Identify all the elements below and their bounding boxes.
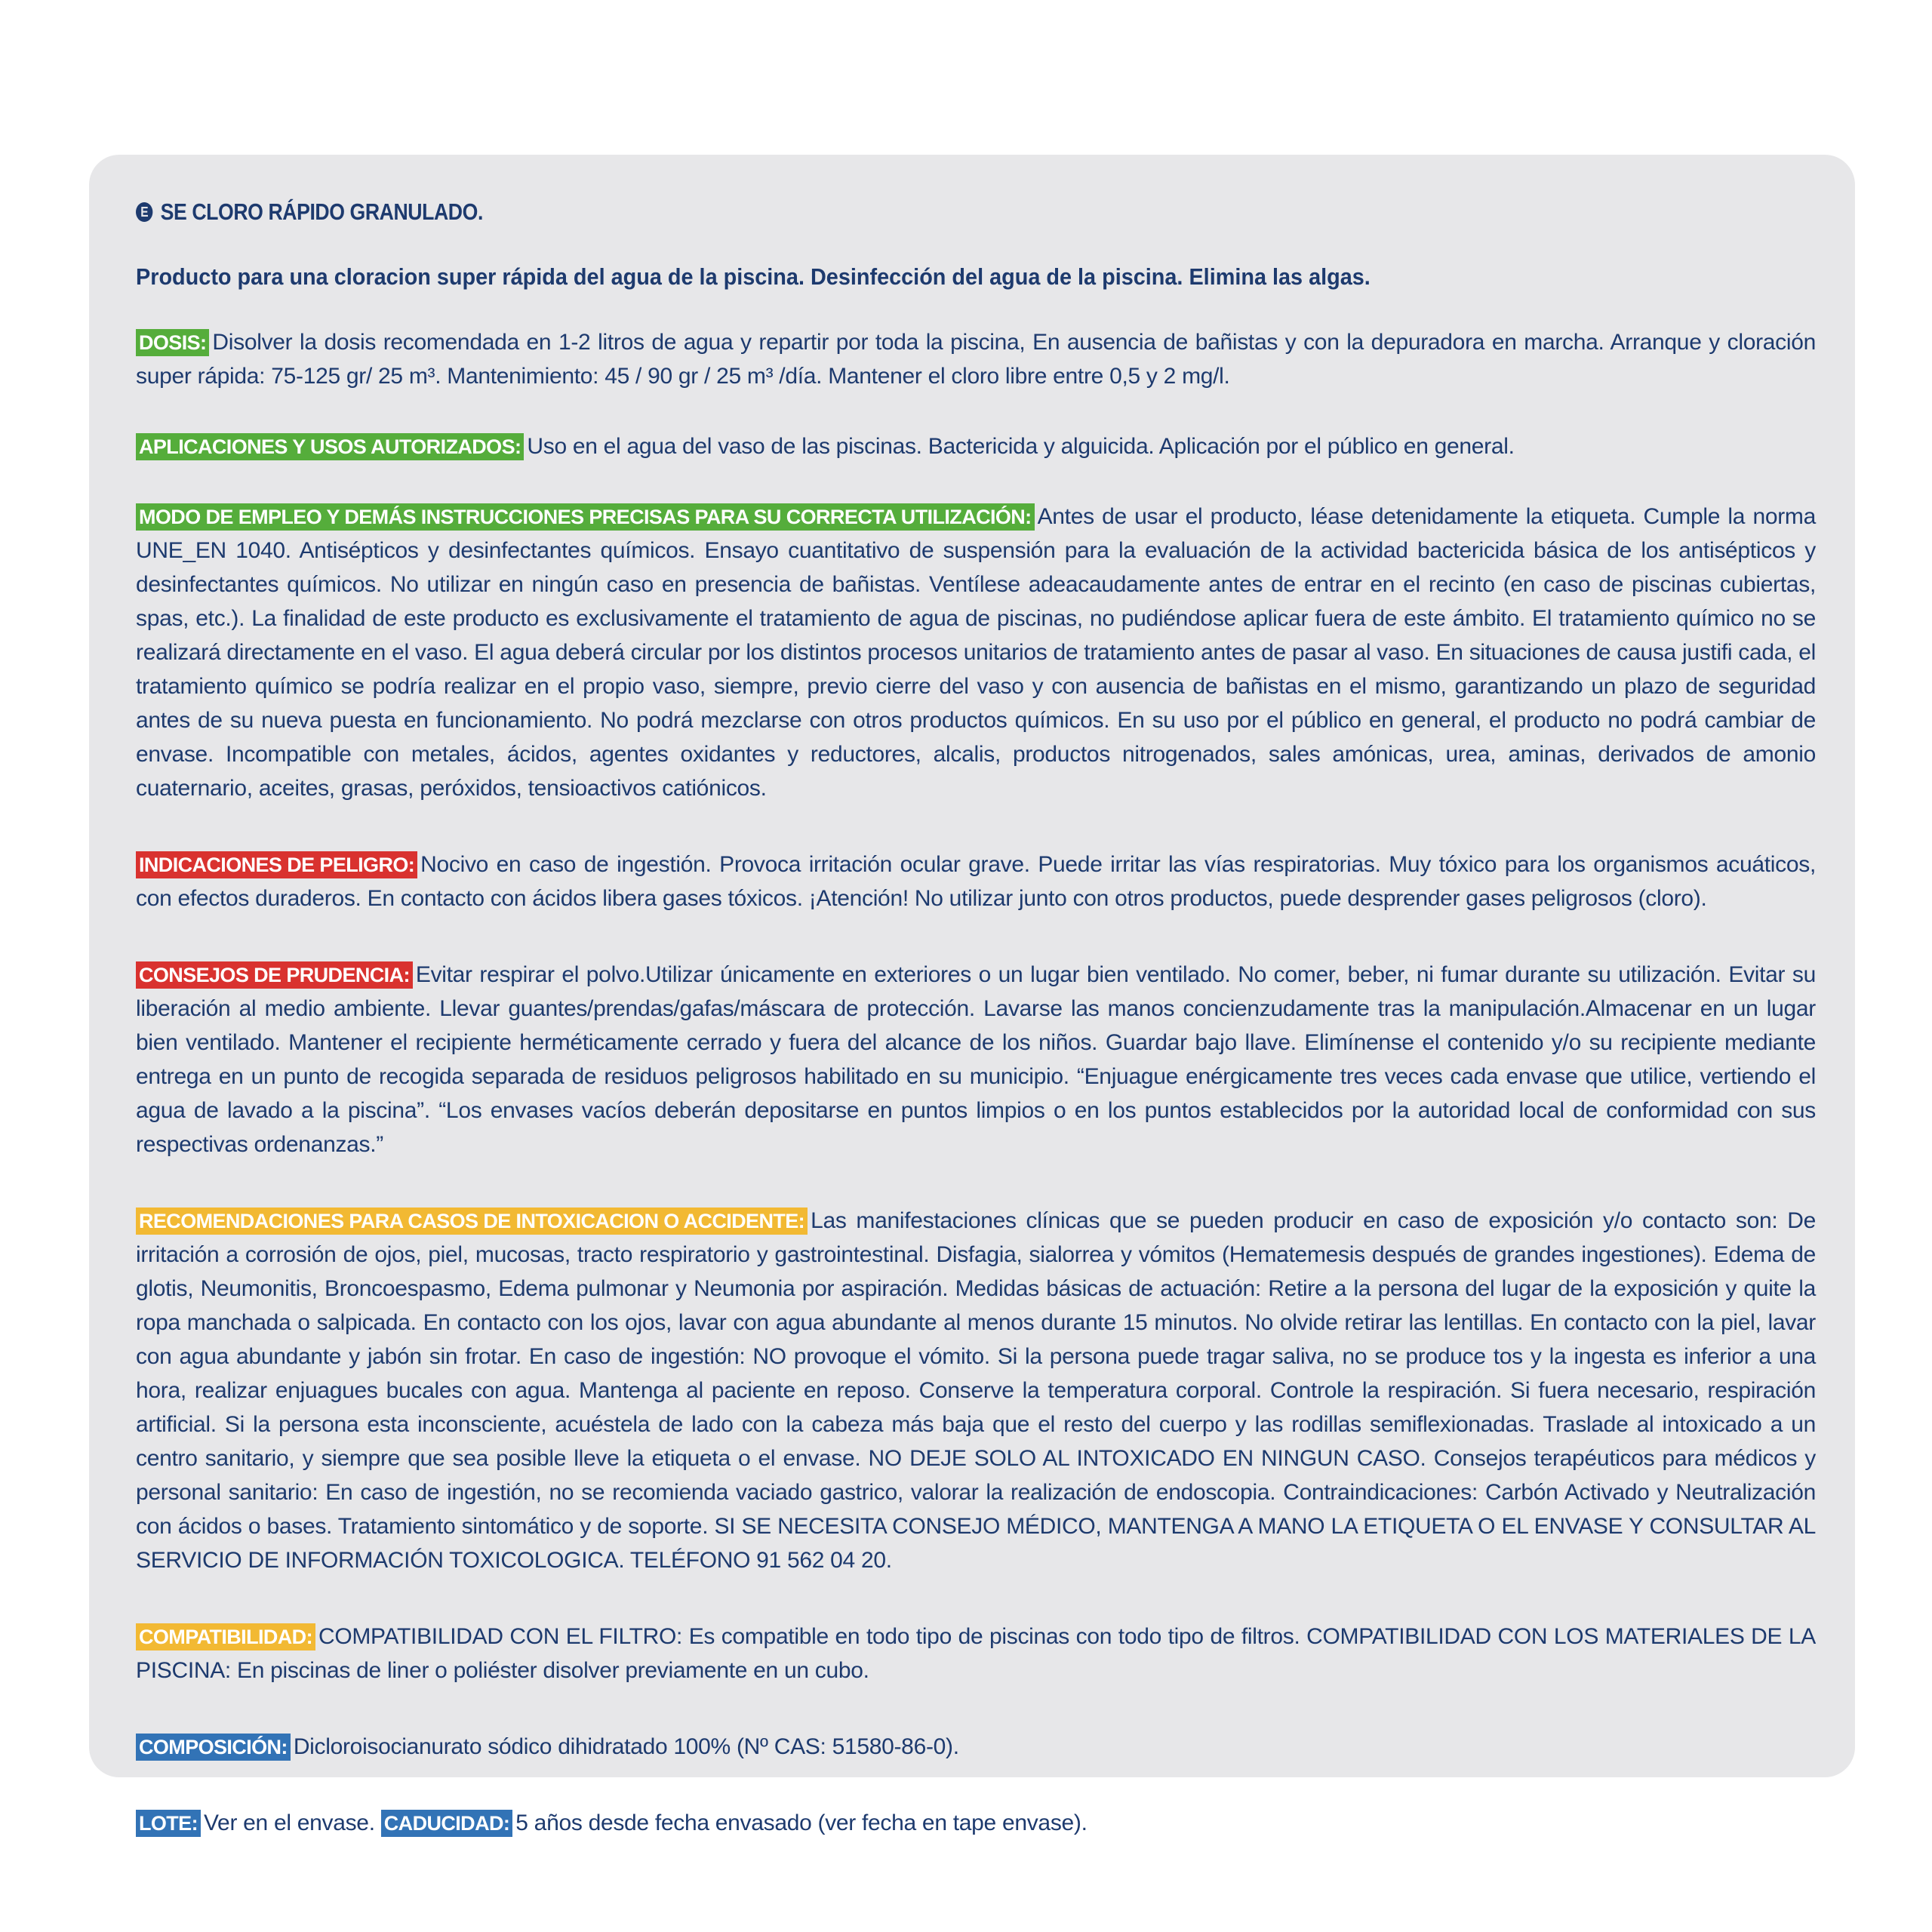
section-text-prudencia: Evitar respirar el polvo.Utilizar únicamente en exteriores o un lugar bien ventilado. No comer, beber, ni fumar durante su utilización. Evitar su liberación al medio ambiente. Llevar guantes/prendas/gafas/máscara de protección. Lavarse las manos concienzudamente tras la manipulación.Almacenar en un lugar bien ventilado. Mantener el recipiente herméticamente cerrado y fuera del alcance de los niños. Guardar bajo llave. Elimínense el contenido y/o su recipiente mediante entrega en un punto de recogida separada de residuos peligrosos habilitado en su municipio. “Enjuague enérgicamente tres veces cada envase que utilice, vertiendo el agua de lavado a la piscina”. “Los envases vacíos deberán depositarse en puntos limpios o en los puntos establecidos por la autoridad local de conformidad con sus respectivas ordenanzas.”: [136, 962, 1816, 1157]
section-lote: [136, 1806, 1816, 1840]
product-label: [89, 155, 1855, 1835]
section-tag-composicion: COMPOSICIÓN:: [136, 1734, 291, 1761]
section-text-lote: Ver en el envase.: [204, 1810, 375, 1835]
product-subtitle: Producto para una cloracion super rápida del agua de la piscina. Desinfección del agua de la piscina. Elimina las algas.: [136, 263, 1371, 290]
section-text-peligro: Nocivo en caso de ingestión. Provoca irritación ocular grave. Puede irritar las vías respiratorias. Muy tóxico para los organismos acuáticos, con efectos duraderos. En contacto con ácidos libera gases tóxicos. ¡Atención! No utilizar junto con otros productos, puede desprender gases peligrosos (cloro).: [136, 852, 1816, 911]
section-tag-intoxicacion: RECOMENDACIONES PARA CASOS DE INTOXICACION O ACCIDENTE:: [136, 1208, 808, 1235]
section-tag-caducidad: CADUCIDAD:: [381, 1810, 512, 1837]
section-tag-aplicaciones: APLICACIONES Y USOS AUTORIZADOS:: [136, 433, 524, 460]
section-tag-peligro: INDICACIONES DE PELIGRO:: [136, 851, 417, 878]
section-aplicaciones: [136, 429, 1816, 463]
product-title: SE CLORO RÁPIDO GRANULADO.: [160, 198, 483, 225]
section-text-aplicaciones: Uso en el agua del vaso de las piscinas. Bactericida y alguicida. Aplicación por el público en general.: [527, 434, 1515, 459]
section-tag-compatibilidad: COMPATIBILIDAD:: [136, 1623, 315, 1651]
section-tag-modo-empleo: MODO DE EMPLEO Y DEMÁS INSTRUCCIONES PRECISAS PARA SU CORRECTA UTILIZACIÓN:: [136, 503, 1035, 531]
section-peligro: [136, 848, 1816, 915]
section-tag-dosis: DOSIS:: [136, 329, 209, 356]
section-dosis: [136, 325, 1816, 393]
section-modo-empleo: [136, 500, 1816, 805]
section-prudencia: [136, 958, 1816, 1161]
section-text-composicion: Dicloroisocianurato sódico dihidratado 100% (Nº CAS: 51580-86-0).: [293, 1734, 959, 1759]
section-compatibilidad: [136, 1620, 1816, 1687]
language-badge: E: [136, 202, 152, 222]
section-text-intoxicacion: Las manifestaciones clínicas que se pueden producir en caso de exposición y/o contacto son: De irritación a corrosión de ojos, piel, mucosas, tracto respiratorio y gastrointestinal. Disfagia, sialorrea y vómitos (Hematemesis después de grandes ingestiones). Edema de glotis, Neumonitis, Broncoespasmo, Edema pulmonar y Neumonia por aspiración. Medidas básicas de actuación: Retire a la persona del lugar de la exposición y quite la ropa manchada o salpicada. En contacto con los ojos, lavar con agua abundante al menos durante 15 minutos. No olvide retirar las lentillas. En contacto con la piel, lavar con agua abundante y jabón sin frotar. En caso de ingestión: NO provoque el vómito. Si la persona puede tragar saliva, no se produce tos y la ingesta es inferior a una hora, realizar enjuagues bucales con agua. Mantenga al paciente en reposo. Conserve la temperatura corporal. Controle la respiración. Si fuera necesario, respiración artificial. Si la persona esta inconsciente, acuéstela de lado con la cabeza más baja que el resto del cuerpo y las rodillas semiflexionadas. Traslade al intoxicado a un centro sanitario, y siempre que sea posible lleve la etiqueta o el envase. NO DEJE SOLO AL INTOXICADO EN NINGUN CASO. Consejos terapéuticos para médicos y personal sanitario: En caso de ingestión, no se recomienda vaciado gastrico, valorar la realización de endoscopia. Contraindicaciones: Carbón Activado y Neutralización con ácidos o bases. Tratamiento sintomático y de soporte. SI SE NECESITA CONSEJO MÉDICO, MANTENGA A MANO LA ETIQUETA O EL ENVASE Y CONSULTAR AL SERVICIO DE INFORMACIÓN TOXICOLOGICA. TELÉFONO 91 562 04 20.: [136, 1208, 1816, 1573]
section-text-caducidad: 5 años desde fecha envasado (ver fecha en tape envase).: [515, 1810, 1088, 1835]
product-heading: [136, 198, 1580, 226]
section-text-dosis: Disolver la dosis recomendada en 1-2 litros de agua y repartir por toda la piscina, En ausencia de bañistas y con la depuradora en marcha. Arranque y cloración super rápida: 75-125 gr/ 25 m³. Mantenimiento: 45 / 90 gr / 25 m³ /día. Mantener el cloro libre entre 0,5 y 2 mg/l.: [136, 330, 1816, 389]
section-tag-prudencia: CONSEJOS DE PRUDENCIA:: [136, 961, 413, 989]
section-intoxicacion: [136, 1204, 1816, 1577]
section-text-modo-empleo: Antes de usar el producto, léase detenidamente la etiqueta. Cumple la norma UNE_EN 1040. Antisépticos y desinfectantes químicos. Ensayo cuantitativo de suspensión para la evaluación de la actividad bactericida básica de los antisépticos y desinfectantes químicos. No utilizar en ningún caso en presencia de bañistas. Ventílese adeacaudamente antes de entrar en el recinto (en caso de piscinas cubiertas, spas, etc.). La finalidad de este producto es exclusivamente el tratamiento de agua de piscinas, no pudiéndose aplicar fuera de este ámbito. El tratamiento químico no se realizará directamente en el vaso. El agua deberá circular por los distintos procesos unitarios de tratamiento antes de pasar al vaso. En situaciones de causa justifi cada, el tratamiento químico se podría realizar en el propio vaso, siempre, previo cierre del vaso y con ausencia de bañistas en el mismo, garantizando un plazo de seguridad antes de su nueva puesta en funcionamiento. No podrá mezclarse con otros productos químicos. En su uso por el público en general, el producto no podrá cambiar de envase. Incompatible con metales, ácidos, agentes oxidantes y reductores, alcalis, productos nitrogenados, sales amónicas, urea, aminas, derivados de amonio cuaternario, aceites, grasas, peróxidos, tensioactivos catiónicos.: [136, 504, 1816, 801]
section-text-compatibilidad: COMPATIBILIDAD CON EL FILTRO: Es compatible en todo tipo de piscinas con todo tipo de filtros. COMPATIBILIDAD CON LOS MATERIALES DE LA PISCINA: En piscinas de liner o poliéster disolver previamente en un cubo.: [136, 1624, 1816, 1683]
section-tag-lote: LOTE:: [136, 1810, 201, 1837]
section-composicion: [136, 1730, 1816, 1764]
